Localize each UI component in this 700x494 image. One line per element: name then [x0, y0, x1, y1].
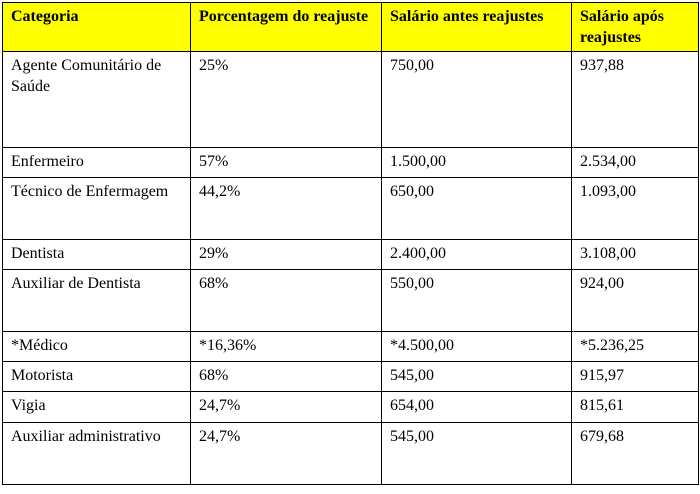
- cell-salario-apos: 1.093,00: [572, 178, 699, 240]
- table-row: [3, 270, 699, 332]
- cell-salario-apos: 915,97: [572, 362, 699, 392]
- cell-salario-antes: 654,00: [382, 392, 572, 423]
- cell-salario-apos: 679,68: [572, 423, 699, 485]
- cell-porcentagem: 29%: [191, 240, 382, 270]
- table-row: [3, 178, 699, 240]
- header-salario-antes: Salário antes reajustes: [382, 3, 572, 52]
- cell-categoria: Dentista: [3, 240, 191, 270]
- table-row: [3, 148, 699, 178]
- header-categoria: Categoria: [3, 3, 191, 52]
- cell-porcentagem: 44,2%: [191, 178, 382, 240]
- cell-categoria: *Médico: [3, 332, 191, 362]
- cell-salario-apos: 815,61: [572, 392, 699, 423]
- cell-salario-antes: 545,00: [382, 423, 572, 485]
- cell-salario-antes: 1.500,00: [382, 148, 572, 178]
- cell-salario-antes: 650,00: [382, 178, 572, 240]
- cell-salario-apos: 2.534,00: [572, 148, 699, 178]
- cell-salario-antes: 550,00: [382, 270, 572, 332]
- table-row: [3, 392, 699, 423]
- cell-categoria: Técnico de Enfermagem: [3, 178, 191, 240]
- table-row: [3, 52, 699, 148]
- header-salario-apos: Salário após reajustes: [572, 3, 699, 52]
- cell-salario-apos: 937,88: [572, 52, 699, 148]
- cell-categoria: Agente Comunitário de Saúde: [3, 52, 191, 148]
- cell-salario-apos: 924,00: [572, 270, 699, 332]
- cell-porcentagem: 25%: [191, 52, 382, 148]
- table-row: [3, 423, 699, 485]
- header-row: [3, 3, 699, 52]
- cell-salario-antes: 2.400,00: [382, 240, 572, 270]
- cell-salario-antes: *4.500,00: [382, 332, 572, 362]
- cell-categoria: Enfermeiro: [3, 148, 191, 178]
- cell-salario-antes: 545,00: [382, 362, 572, 392]
- cell-categoria: Auxiliar de Dentista: [3, 270, 191, 332]
- cell-salario-apos: *5.236,25: [572, 332, 699, 362]
- cell-categoria: Auxiliar administrativo: [3, 423, 191, 485]
- cell-porcentagem: 57%: [191, 148, 382, 178]
- cell-porcentagem: *16,36%: [191, 332, 382, 362]
- header-porcentagem: Porcentagem do reajuste: [191, 3, 382, 52]
- salary-table: [2, 2, 699, 485]
- cell-porcentagem: 24,7%: [191, 392, 382, 423]
- cell-porcentagem: 24,7%: [191, 423, 382, 485]
- cell-salario-apos: 3.108,00: [572, 240, 699, 270]
- table-row: [3, 362, 699, 392]
- cell-categoria: Vigia: [3, 392, 191, 423]
- table-row: [3, 240, 699, 270]
- cell-porcentagem: 68%: [191, 270, 382, 332]
- table-row: [3, 332, 699, 362]
- cell-porcentagem: 68%: [191, 362, 382, 392]
- cell-categoria: Motorista: [3, 362, 191, 392]
- cell-salario-antes: 750,00: [382, 52, 572, 148]
